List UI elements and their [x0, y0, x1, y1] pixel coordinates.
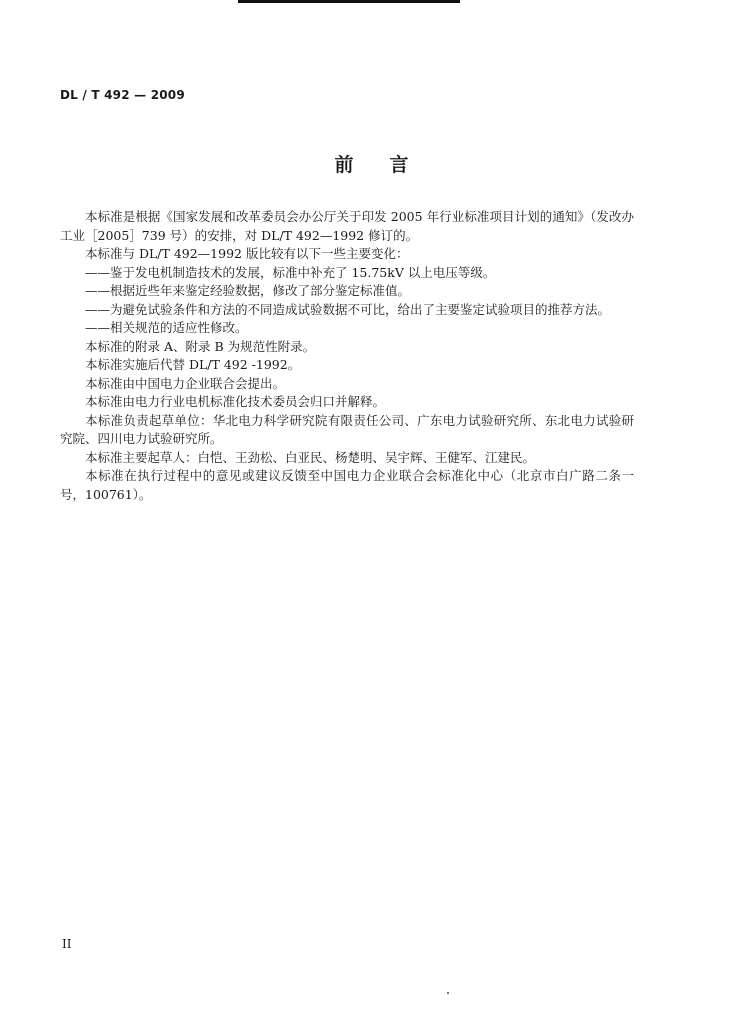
standard-code: DL / T 492 — 2009	[60, 88, 185, 102]
paragraph-proposer: 本标准由中国电力企业联合会提出。	[85, 375, 286, 391]
change-item: ——鉴于发电机制造技术的发展，标准中补充了 15.75kV 以上电压等级。	[85, 264, 496, 280]
change-item: ——根据近些年来鉴定经验数据，修改了部分鉴定标准值。	[85, 283, 411, 298]
paragraph-interpreter: 本标准由电力行业电机标准化技术委员会归口并解释。	[85, 394, 386, 409]
paragraph-changes-intro: 本标准与 DL/T 492—1992 版比较有以下一些主要变化：	[85, 246, 409, 261]
page-title	[0, 150, 743, 177]
scan-speck	[447, 992, 449, 994]
change-item: ——为避免试验条件和方法的不同造成试验数据不可比，给出了主要鉴定试验项目的推荐方法。	[85, 301, 611, 317]
paragraph-feedback: 本标准在执行过程中的意见或建议反馈至中国电力企业联合会标准化中心（北京市白广路二条一号，100761）。	[60, 468, 634, 502]
top-rule	[238, 0, 460, 3]
paragraph-drafting-units: 本标准负责起草单位：华北电力科学研究院有限责任公司、广东电力试验研究所、东北电力试验研究院、四川电力试验研究所。	[60, 412, 634, 446]
foreword-body	[60, 208, 634, 504]
paragraph-basis: 本标准是根据《国家发展和改革委员会办公厅关于印发 2005 年行业标准项目计划的通知》（发改办工业［2005］739 号）的安排，对 DL/T 492—1992 修订的。	[60, 209, 634, 243]
change-item: ——相关规范的适应性修改。	[85, 320, 248, 335]
title-char-1: 前	[334, 154, 354, 176]
page-number: II	[62, 937, 72, 951]
paragraph-appendix: 本标准的附录 A、附录 B 为规范性附录。	[85, 338, 316, 354]
title-char-2: 言	[389, 154, 409, 176]
paragraph-replaces: 本标准实施后代替 DL/T 492 -1992。	[85, 357, 301, 372]
paragraph-drafters: 本标准主要起草人：白恺、王劲松、白亚民、杨楚明、吴宇辉、王健军、江建民。	[85, 449, 536, 465]
